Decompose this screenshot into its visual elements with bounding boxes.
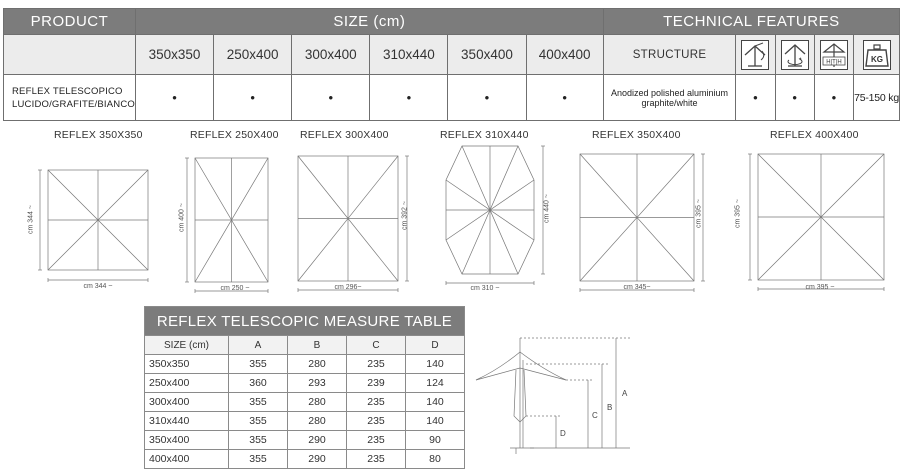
measure-header-b: B [288,336,347,355]
row-size: 310x440 [145,412,229,431]
umbrella-side-view-diagram [470,330,640,470]
height-label-310x440: cm 440 ~ [543,194,551,223]
canopy-diagram-250x400 [175,148,275,300]
size-col-300x400: 300x400 [292,35,370,75]
row-b: 280 [288,412,347,431]
height-label-400x400: cm 395 ~ [734,199,742,228]
row-d: 140 [406,412,465,431]
structure-line1: Anodized polished aluminium [610,87,729,98]
umbrella-tilt-icon [736,35,775,75]
availability-310x440: • [370,75,448,121]
technical-features-header: TECHNICAL FEATURES [603,9,899,35]
product-name-line1: REFLEX TELESCOPICO [12,85,123,97]
table-row [145,374,465,393]
measure-table [144,306,465,469]
row-d: 124 [406,374,465,393]
row-d: 140 [406,355,465,374]
row-c: 235 [347,412,406,431]
side-label-c: C [592,411,598,420]
diagram-title-400x400: REFLEX 400X400 [770,129,859,141]
side-label-a: A [622,389,628,398]
size-col-350x350: 350x350 [135,35,213,75]
row-a: 355 [229,412,288,431]
height-label-350x400: cm 395 ~ [695,199,703,228]
row-b: 280 [288,355,347,374]
size-col-250x400: 250x400 [214,35,292,75]
row-a: 360 [229,374,288,393]
measure-header-c: C [347,336,406,355]
feature-rotate-mark: • [775,75,814,121]
measure-header-size: SIZE (cm) [145,336,229,355]
row-c: 235 [347,450,406,469]
canopy-diagram-310x440 [430,140,560,300]
availability-300x400: • [292,75,370,121]
structure-header: STRUCTURE [603,35,736,75]
row-d: 140 [406,393,465,412]
row-a: 355 [229,393,288,412]
product-spec-table [3,8,900,121]
size-col-400x400: 400x400 [526,35,603,75]
row-a: 355 [229,431,288,450]
availability-400x400: • [526,75,603,121]
row-b: 290 [288,431,347,450]
canopy-diagram-300x400 [290,148,420,300]
weight-value: 75-150 kg [854,75,900,121]
row-c: 239 [347,374,406,393]
availability-350x400: • [448,75,526,121]
row-size: 300x400 [145,393,229,412]
availability-250x400: • [214,75,292,121]
canopy-diagram-350x350 [28,158,168,298]
height-label-350x350: cm 344 ~ [27,205,35,234]
row-c: 235 [347,393,406,412]
table-row [145,412,465,431]
row-size: 400x400 [145,450,229,469]
width-label-350x350: cm 344 ~ [83,283,113,290]
weight-icon-text: KG [870,54,883,64]
side-label-b: B [607,403,613,412]
feature-tilt-mark: • [736,75,775,121]
measure-header-d: D [406,336,465,355]
row-c: 235 [347,431,406,450]
diagram-title-350x400: REFLEX 350X400 [592,129,681,141]
product-name [4,75,136,121]
width-label-300x400: cm 296~ [334,284,362,291]
diagram-title-300x400: REFLEX 300X400 [300,129,389,141]
empty-cell [4,35,136,75]
side-label-d: D [560,429,566,438]
diagram-title-250x400: REFLEX 250X400 [190,129,279,141]
width-label-400x400: cm 395 ~ [805,284,835,291]
height-icon-text: H|T|H [826,59,842,65]
row-b: 280 [288,393,347,412]
size-header: SIZE (cm) [135,9,603,35]
product-name-line2: LUCIDO/GRAFITE/BIANCO [12,98,135,110]
umbrella-rotate-icon [775,35,814,75]
row-size: 350x350 [145,355,229,374]
size-col-310x440: 310x440 [370,35,448,75]
width-label-310x440: cm 310 ~ [470,285,500,292]
diagram-title-310x440: REFLEX 310X440 [440,129,529,141]
row-a: 355 [229,355,288,374]
canopy-diagram-400x400 [740,148,890,300]
height-label-300x400: cm 392 ~ [401,201,409,230]
row-b: 290 [288,450,347,469]
table-row [145,431,465,450]
width-label-350x400: cm 345~ [623,284,651,291]
row-size: 250x400 [145,374,229,393]
diagram-title-350x350: REFLEX 350X350 [54,129,143,141]
weight-kg-icon [854,35,900,75]
structure-value [603,75,736,121]
width-label-250x400: cm 250 ~ [220,285,250,292]
product-header: PRODUCT [4,9,136,35]
table-row [145,355,465,374]
structure-line2: graphite/white [641,97,698,108]
table-row [145,393,465,412]
measure-header-a: A [229,336,288,355]
row-a: 355 [229,450,288,469]
availability-350x350: • [135,75,213,121]
row-d: 90 [406,431,465,450]
row-size: 350x400 [145,431,229,450]
row-d: 80 [406,450,465,469]
height-label-250x400: cm 400 ~ [178,203,186,232]
canopy-height-icon [814,35,853,75]
row-c: 235 [347,355,406,374]
measure-table-title: REFLEX TELESCOPIC MEASURE TABLE [145,307,465,336]
size-col-350x400: 350x400 [448,35,526,75]
table-row [145,450,465,469]
feature-height-mark: • [814,75,853,121]
row-b: 293 [288,374,347,393]
